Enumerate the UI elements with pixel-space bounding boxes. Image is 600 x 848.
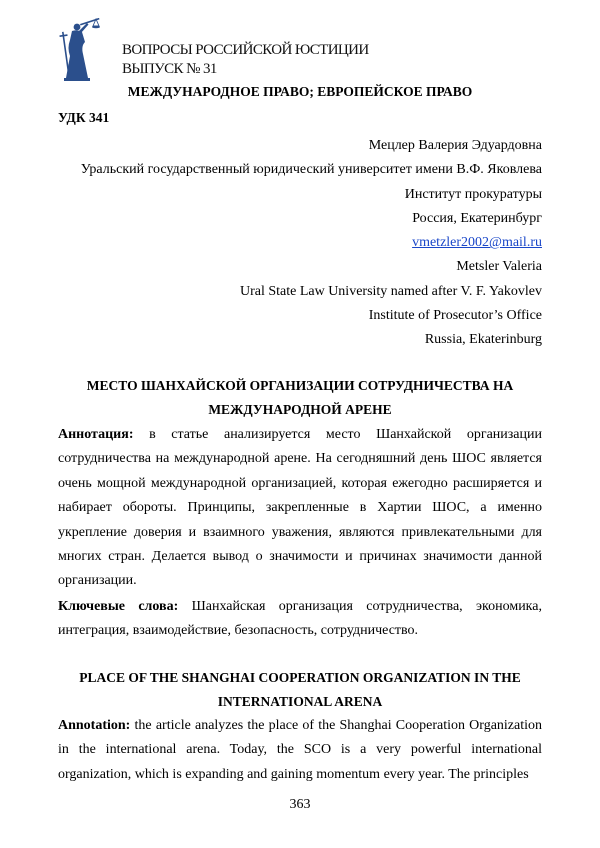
author-university-ru: Уральский государственный юридический университет имени В.Ф. Яковлева (80, 162, 542, 178)
author-institute-en: Institute of Prosecutor’s Office (368, 308, 542, 324)
keywords-ru-text: Шанхайская организация сотрудничества, экономика, интеграция, взаимодействие, безопасность, сотрудничество. (58, 599, 542, 639)
article-title-en-line1: PLACE OF THE SHANGHAI COOPERATION ORGANIZATION IN THE (79, 670, 521, 685)
keywords-ru-label: Ключевые слова: (58, 599, 179, 614)
author-email-link[interactable]: vmetzler2002@mail.ru (412, 235, 542, 251)
annotation-en (58, 714, 542, 787)
article-title-en (58, 666, 542, 714)
article-title-ru-line2: МЕЖДУНАРОДНОЙ АРЕНЕ (208, 402, 392, 417)
annotation-ru (58, 423, 542, 594)
article-title-ru-line1: МЕСТО ШАНХАЙСКОЙ ОРГАНИЗАЦИИ СОТРУДНИЧЕСТВА НА (86, 378, 514, 393)
author-name-ru: Мецлер Валерия Эдуардовна (368, 138, 542, 153)
annotation-ru-label: Аннотация: (58, 427, 134, 442)
annotation-en-label: Annotation: (58, 718, 131, 733)
themis-justice-logo-icon (58, 18, 104, 82)
author-location-ru: Россия, Екатеринбург (412, 210, 542, 226)
page-number: 363 (289, 797, 311, 812)
journal-title: ВОПРОСЫ РОССИЙСКОЙ ЮСТИЦИИ (122, 42, 369, 58)
journal-header (122, 41, 369, 79)
author-block (81, 134, 542, 353)
article-title-en-line2: INTERNATIONAL ARENA (217, 694, 383, 709)
author-university-en: Ural State Law University named after V. F. Yakovlev (239, 283, 542, 299)
journal-issue: ВЫПУСК № 31 (122, 61, 217, 77)
article-title-ru (58, 374, 542, 422)
author-location-en: Russia, Ekaterinburg (424, 332, 542, 348)
section-title: МЕЖДУНАРОДНОЕ ПРАВО; ЕВРОПЕЙСКОЕ ПРАВО (127, 84, 473, 99)
author-institute-ru: Институт прокуратуры (404, 186, 542, 202)
annotation-en-text: the article analyzes the place of the Shanghai Cooperation Organization in the international arena. Today, the SCO is a very powerful international organization, which is expanding and gaining momentum every year. The principles (58, 718, 542, 782)
udk-code: УДК 341 (58, 110, 110, 125)
keywords-ru (58, 595, 542, 644)
annotation-ru-text: в статье анализируется место Шанхайской организации сотрудничества на международной арене. На сегодняшний день ШОС является очень мощной международной организацией, которая ежегодно расширяется и набирает обороты. Принципы, закрепленные в Хартии ШОС, а именно укрепление доверия и взаимного уважения, являются привлекательными для многих стран. Делается вывод о значимости и причинах значимости данной организации. (58, 427, 542, 589)
author-name-en: Metsler Valeria (456, 259, 542, 275)
